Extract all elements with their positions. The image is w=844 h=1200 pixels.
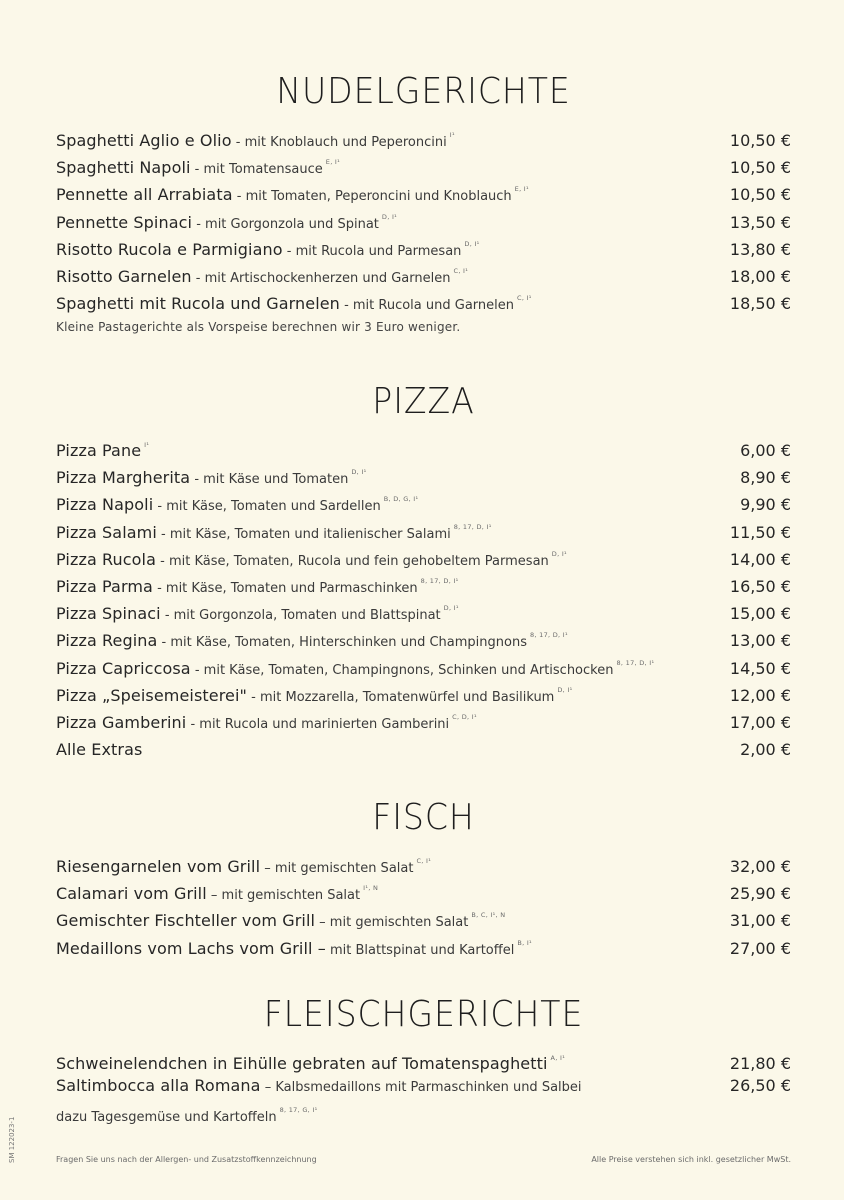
allergen-codes: 8, 17, D, I¹: [616, 658, 655, 667]
section-nudelgerichte: [56, 70, 791, 334]
item-description: - mit Rucola und Parmesan: [282, 243, 462, 259]
allergen-codes: 8, 17, G, I¹: [279, 1106, 318, 1115]
item-description: - mit Gorgonzola und Spinat: [192, 216, 379, 232]
allergen-codes: D, I¹: [351, 468, 367, 477]
item-list: [56, 432, 791, 758]
section-title: FLEISCHGERICHTE: [263, 994, 584, 1035]
item-price: 13,00 €: [729, 631, 791, 651]
section-title: PIZZA: [372, 381, 475, 422]
item-name: Pizza „Speisemeisterei": [56, 685, 248, 705]
item-name: Spaghetti Aglio e Olio: [56, 131, 232, 150]
section-title: NUDELGERICHTE: [276, 71, 571, 112]
allergen-codes: C, I¹: [453, 266, 469, 275]
item-description: - mit Käse, Tomaten, Hinterschinken und Champingnons: [157, 635, 527, 651]
menu-item: [56, 930, 791, 957]
item-description: – mit gemischten Salat: [315, 915, 469, 931]
item-description: - mit Käse, Tomaten und Parmaschinken: [152, 580, 418, 596]
item-description: - mit Käse, Tomaten und Sardellen: [153, 499, 381, 515]
item-price: 13,80 €: [729, 239, 791, 259]
menu-item: [56, 231, 791, 258]
menu-item: [56, 258, 791, 285]
item-name: Saltimbocca alla Romana: [56, 1076, 261, 1096]
item-price: 9,90 €: [740, 495, 791, 515]
item-price: 15,00 €: [729, 604, 791, 624]
allergen-codes: E, I¹: [325, 158, 341, 167]
item-list: [56, 1045, 791, 1126]
item-name: Pizza Regina: [56, 631, 158, 651]
item-description: mit Blattspinat und Kartoffel: [325, 942, 515, 958]
menu-item: [56, 149, 791, 176]
footer-allergen-note: Fragen Sie uns nach der Allergen- und Zusatzstoffkennzeichnung: [56, 1155, 317, 1164]
item-name: Calamari vom Grill: [56, 884, 207, 904]
item-price: 14,50 €: [729, 658, 791, 678]
section-fisch: [56, 796, 791, 957]
item-name: Riesengarnelen vom Grill: [56, 857, 261, 876]
item-price: 16,50 €: [729, 576, 791, 596]
allergen-codes: A, I¹: [550, 1054, 566, 1062]
allergen-codes: 8, 17, D, I¹: [453, 522, 492, 531]
menu-item: [56, 902, 791, 929]
item-description: dazu Tagesgemüse und Kartoffeln: [56, 1110, 277, 1126]
item-price: 8,90 €: [740, 468, 791, 488]
item-price: 12,00 €: [729, 685, 791, 705]
item-name: Spaghetti mit Rucola und Garnelen: [56, 294, 340, 314]
item-description: – mit gemischten Salat: [206, 888, 361, 904]
item-list: [56, 122, 791, 312]
item-description: – Kalbsmedaillons mit Parmaschinken und Salbei: [260, 1080, 582, 1096]
item-description: - mit Knoblauch und Peperoncini: [231, 135, 447, 150]
item-price: 26,50 €: [729, 1076, 791, 1096]
item-description: - mit Tomaten, Peperoncini und Knoblauch: [232, 189, 512, 205]
item-name: Pizza Margherita: [56, 468, 191, 488]
item-name: Risotto Garnelen: [56, 266, 192, 286]
menu-item: [56, 285, 791, 312]
section-note: Kleine Pastagerichte als Vorspeise berechnen wir 3 Euro weniger.: [56, 320, 461, 335]
item-description: - mit Mozzarella, Tomatenwürfel und Basilikum: [247, 689, 555, 705]
menu-item: [56, 704, 791, 731]
item-price: 10,50 €: [729, 158, 791, 178]
menu-item: [56, 122, 791, 149]
allergen-codes: D, I¹: [464, 239, 480, 248]
menu-item: [56, 650, 791, 677]
allergen-codes: B, C, I¹, N: [471, 911, 506, 920]
item-name: Medaillons vom Lachs vom Grill –: [56, 938, 326, 958]
menu-item: [56, 176, 791, 203]
menu-item: [56, 595, 791, 622]
item-name: Schweinelendchen in Eihülle gebraten auf Tomatenspaghetti: [56, 1054, 548, 1073]
item-description: - mit Artischockenherzen und Garnelen: [191, 270, 451, 286]
item-name: Pizza Parma: [56, 576, 153, 596]
allergen-codes: 8, 17, D, I¹: [420, 576, 459, 585]
allergen-codes: D, I¹: [557, 685, 573, 694]
allergen-codes: I¹: [144, 441, 150, 449]
allergen-codes: D, I¹: [443, 604, 459, 613]
allergen-codes: E, I¹: [514, 185, 529, 194]
allergen-codes: C, I¹: [517, 294, 532, 303]
item-price: 18,50 €: [729, 294, 791, 314]
section-title: FISCH: [372, 797, 475, 838]
allergen-codes: D, I¹: [381, 212, 398, 221]
allergen-codes: I¹, N: [363, 884, 379, 893]
item-price: 17,00 €: [729, 712, 791, 732]
item-name: Alle Extras: [56, 740, 143, 760]
item-price: 11,50 €: [729, 522, 791, 542]
item-description: - mit Gorgonzola, Tomaten und Blattspinat: [160, 608, 441, 624]
item-description: - mit Rucola und marinierten Gamberini: [186, 716, 450, 732]
item-price: 6,00 €: [740, 441, 791, 460]
document-code: SM 122023-1: [8, 1116, 16, 1163]
item-description: - mit Käse, Tomaten, Champingnons, Schinken und Artischocken: [190, 662, 614, 678]
menu-item: [56, 204, 791, 231]
allergen-codes: I¹: [449, 131, 455, 139]
item-price: 13,50 €: [729, 212, 791, 232]
menu-item: [56, 1072, 791, 1099]
allergen-codes: D, I¹: [551, 549, 567, 558]
item-price: 27,00 €: [729, 938, 791, 958]
item-description: - mit Tomatensauce: [190, 162, 323, 178]
item-description: - mit Käse und Tomaten: [190, 472, 349, 488]
menu-item: [56, 875, 791, 902]
item-price: 14,00 €: [729, 549, 791, 569]
section-fleischgerichte: [56, 993, 791, 1126]
item-name: Pennette Spinaci: [56, 212, 193, 232]
item-price: 2,00 €: [740, 740, 791, 760]
menu-item: [56, 848, 791, 875]
menu-item-continued: [56, 1099, 791, 1126]
allergen-codes: C, D, I¹: [452, 712, 477, 721]
allergen-codes: B, D, G, I¹: [383, 495, 419, 504]
item-name: Pennette all Arrabiata: [56, 185, 233, 205]
item-name: Pizza Rucola: [56, 549, 157, 569]
item-description: - mit Käse, Tomaten, Rucola und fein gehobeltem Parmesan: [156, 553, 549, 569]
item-name: Risotto Rucola e Parmigiano: [56, 239, 283, 259]
item-name: Gemischter Fischteller vom Grill: [56, 911, 316, 931]
item-name: Pizza Napoli: [56, 495, 154, 515]
item-price: 18,00 €: [729, 266, 791, 286]
item-name: Pizza Pane: [56, 441, 142, 460]
item-price: 10,50 €: [729, 185, 791, 205]
menu-item: [56, 622, 791, 649]
item-price: 31,00 €: [729, 911, 791, 931]
menu-item: [56, 541, 791, 568]
item-description: – mit gemischten Salat: [260, 861, 414, 876]
allergen-codes: 8, 17, D, I¹: [529, 631, 568, 640]
item-name: Pizza Capriccosa: [56, 658, 191, 678]
item-price: 25,90 €: [729, 884, 791, 904]
allergen-codes: C, I¹: [416, 857, 432, 865]
menu-item: [56, 1045, 791, 1072]
menu-item: [56, 459, 791, 486]
menu-item: [56, 432, 791, 459]
item-name: Pizza Gamberini: [56, 712, 187, 732]
item-name: Pizza Spinaci: [56, 604, 161, 624]
item-price: 32,00 €: [729, 857, 791, 876]
item-price: 10,50 €: [729, 131, 791, 150]
item-description: - mit Rucola und Garnelen: [339, 298, 515, 314]
item-name: Pizza Salami: [56, 522, 157, 542]
item-description: - mit Käse, Tomaten und italienischer Salami: [156, 526, 451, 542]
menu-item: [56, 568, 791, 595]
item-name: Spaghetti Napoli: [56, 158, 191, 178]
item-price: 21,80 €: [729, 1054, 791, 1073]
section-pizza: [56, 380, 791, 758]
allergen-codes: B, I¹: [517, 938, 532, 947]
footer-tax-note: Alle Preise verstehen sich inkl. gesetzlicher MwSt.: [591, 1155, 791, 1164]
menu-item: [56, 677, 791, 704]
menu-item: [56, 486, 791, 513]
item-list: [56, 848, 791, 957]
menu-item: [56, 514, 791, 541]
menu-item: [56, 731, 791, 758]
